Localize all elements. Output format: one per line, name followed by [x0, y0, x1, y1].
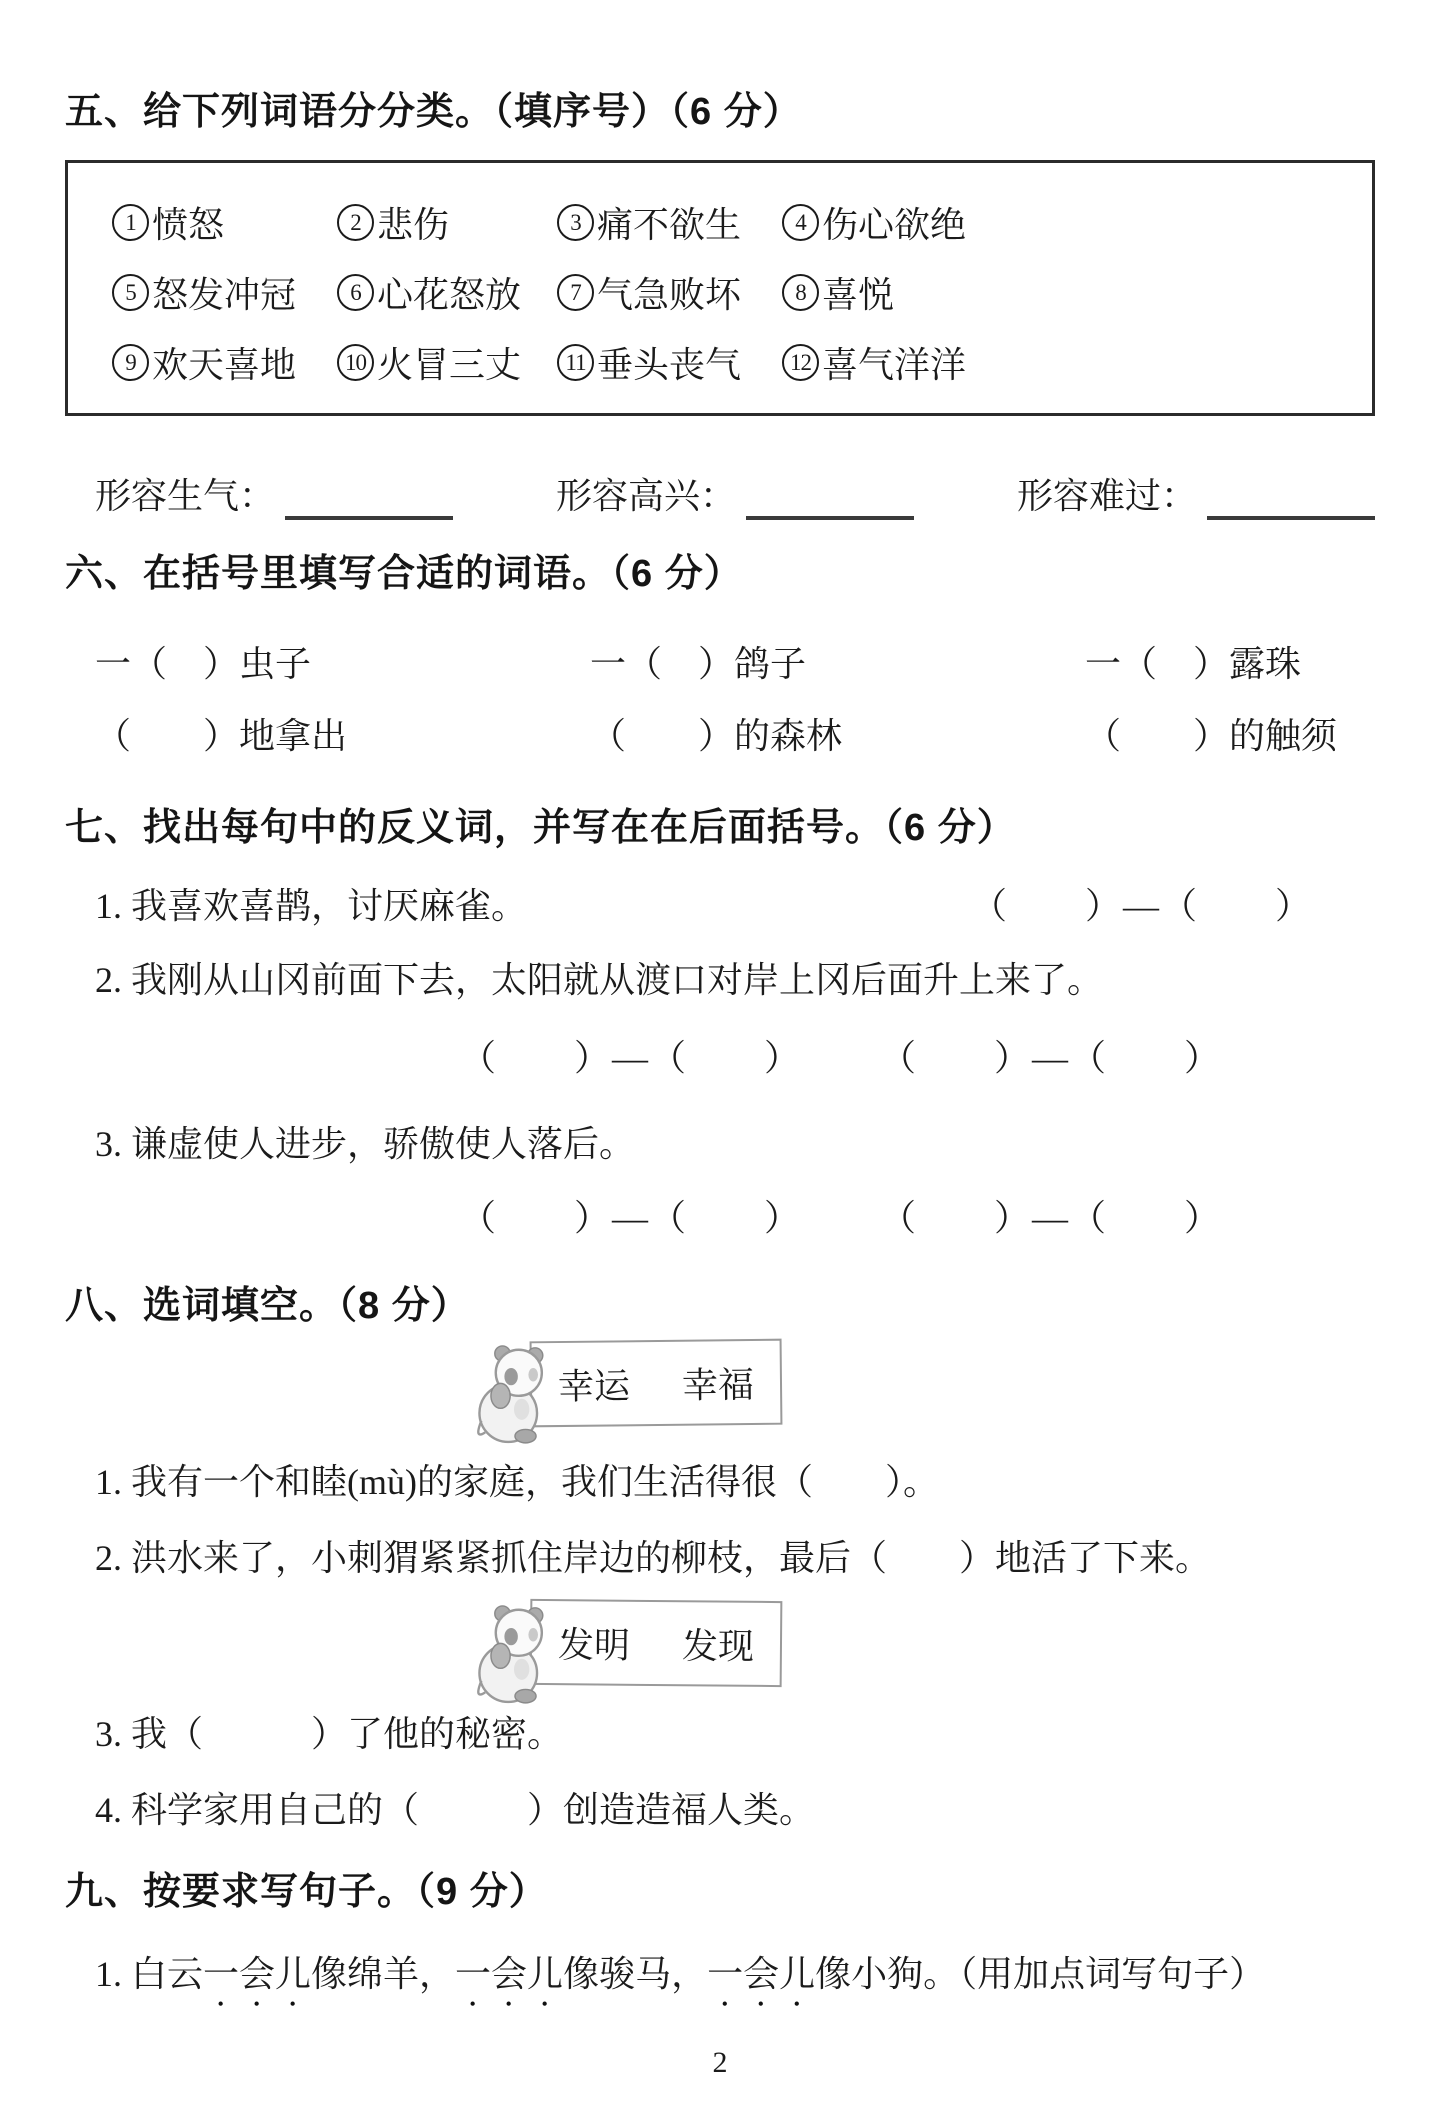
- answer-brackets: （ ）—（ ） （ ）—（ ）: [460, 1038, 1223, 1078]
- section9-title: 九、按要求写句子。（9 分）: [65, 1871, 548, 1913]
- word-item: [782, 263, 1362, 321]
- category-label: 形容生气：: [95, 476, 276, 516]
- circled-number: 8: [782, 274, 819, 311]
- circled-number: 5: [112, 274, 149, 311]
- question-line: [95, 1710, 1375, 1758]
- fill-blank-phrase: （ ）的森林: [590, 716, 843, 756]
- circled-number: 11: [557, 344, 594, 381]
- word-text: 怒发冲冠: [152, 274, 297, 315]
- word-text: 伤心欲绝: [822, 204, 967, 245]
- question-sentence: 3. 我（ ）了他的秘密。: [95, 1714, 564, 1754]
- question-line: [95, 882, 1375, 930]
- fill-blank-phrase: 一（ ）虫子: [95, 644, 312, 684]
- word-item: [112, 333, 337, 391]
- section6-title: 六、在括号里填写合适的词语。（6 分）: [65, 553, 743, 595]
- word-item: [557, 333, 782, 391]
- choice-words: [530, 1339, 783, 1428]
- circled-number: 6: [337, 274, 374, 311]
- circled-number: 3: [557, 204, 594, 241]
- word-choice-box: [530, 1340, 782, 1426]
- word-text: 心花怒放: [377, 274, 522, 315]
- section5-title: 五、给下列词语分分类。（填序号）（6 分）: [65, 91, 802, 133]
- circled-number: 10: [337, 344, 374, 381]
- question-sentence: 2. 洪水来了，小刺猬紧紧抓住岸边的柳枝，最后（ ）地活了下来。: [95, 1538, 1212, 1578]
- answer-blank: [1207, 480, 1375, 520]
- sentence-segment: 1. 白云: [95, 1954, 204, 1994]
- word-text: 痛不欲生: [597, 204, 742, 245]
- circled-number: 12: [782, 344, 819, 381]
- question-sentence: 1. 我喜欢喜鹊，讨厌麻雀。: [95, 886, 528, 926]
- word-text: 垂头丧气: [597, 344, 742, 385]
- answer-blank: [746, 480, 914, 520]
- answer-brackets: （ ）—（ ） （ ）—（ ）: [460, 1198, 1223, 1238]
- word-item: [112, 263, 337, 321]
- page-number: 2: [712, 2046, 728, 2079]
- question-sentence: 3. 谦虚使人进步，骄傲使人落后。: [95, 1124, 636, 1164]
- circled-number: 7: [557, 274, 594, 311]
- choice-word: 幸运: [557, 1365, 631, 1407]
- word-text: 喜气洋洋: [822, 344, 967, 385]
- circled-number: 1: [112, 204, 149, 241]
- section6-row1: [95, 640, 1375, 688]
- section7-title: 七、找出每句中的反义词，并写在在后面括号。（6 分）: [65, 807, 1016, 849]
- category-item: [1017, 472, 1375, 520]
- panda-icon: [466, 1340, 562, 1444]
- word-text: 喜悦: [822, 274, 895, 315]
- sentence-segment: 像骏马，: [563, 1954, 708, 1994]
- word-text: 火冒三丈: [377, 344, 522, 385]
- question-line: [95, 1120, 1375, 1168]
- word-item: [337, 263, 557, 321]
- fill-blank-phrase: 一（ ）露珠: [1085, 644, 1302, 684]
- choice-words: [530, 1599, 783, 1687]
- sentence-segment: 一会儿: [707, 1954, 816, 1994]
- word-item: [557, 263, 782, 321]
- worksheet-page: [0, 88, 1440, 2080]
- sentence-segment: 一会儿: [203, 1954, 312, 1994]
- word-grid: [112, 193, 1362, 391]
- answer-brackets: （ ）—（ ）: [970, 886, 1313, 926]
- category-item: [95, 472, 556, 520]
- answer-blank: [285, 480, 453, 520]
- emphasized-sentence: [95, 1950, 1375, 2042]
- choice-word: 幸福: [681, 1364, 755, 1406]
- word-text: 愤怒: [152, 204, 225, 245]
- question-line: [95, 956, 1375, 1004]
- choice-word: 发明: [557, 1624, 631, 1666]
- question-sentence: 1. 我有一个和睦(mù)的家庭，我们生活得很（ ）。: [95, 1462, 939, 1502]
- category-answer-line: [95, 472, 1375, 520]
- question-line: [95, 1534, 1375, 1582]
- section6-row2: [95, 712, 1375, 760]
- panda-icon: [466, 1600, 562, 1704]
- fill-blank-phrase: 一（ ）鸽子: [590, 644, 807, 684]
- word-item: [337, 193, 557, 251]
- word-text: 悲伤: [377, 204, 450, 245]
- circled-number: 2: [337, 204, 374, 241]
- category-item: [556, 472, 1017, 520]
- sentence-segment: 像绵羊，: [311, 1954, 456, 1994]
- word-item: [112, 193, 337, 251]
- section8-title: 八、选词填空。（8 分）: [65, 1285, 470, 1327]
- word-classification-box: [65, 160, 1375, 416]
- question-line: [95, 1786, 1375, 1834]
- word-text: 气急败坏: [597, 274, 742, 315]
- sentence-segment: 像小狗。（用加点词写句子）: [815, 1954, 1266, 1994]
- category-label: 形容难过：: [1016, 476, 1197, 516]
- word-item: [782, 333, 1362, 391]
- circled-number: 9: [112, 344, 149, 381]
- word-item: [557, 193, 782, 251]
- question-sentence: 4. 科学家用自己的（ ）创造造福人类。: [95, 1790, 816, 1830]
- word-choice-box: [530, 1600, 782, 1686]
- category-label: 形容高兴：: [555, 476, 736, 516]
- word-text: 欢天喜地: [152, 344, 297, 385]
- word-item: [782, 193, 1362, 251]
- sentence-segment: 一会儿: [455, 1954, 564, 1994]
- question-line: [95, 1458, 1375, 1506]
- circled-number: 4: [782, 204, 819, 241]
- question-sentence: 2. 我刚从山冈前面下去，太阳就从渡口对岸上冈后面升上来了。: [95, 960, 1104, 1000]
- fill-blank-phrase: （ ）的触须: [1085, 716, 1338, 756]
- fill-blank-phrase: （ ）地拿出: [95, 716, 348, 756]
- word-item: [337, 333, 557, 391]
- choice-word: 发现: [681, 1625, 755, 1667]
